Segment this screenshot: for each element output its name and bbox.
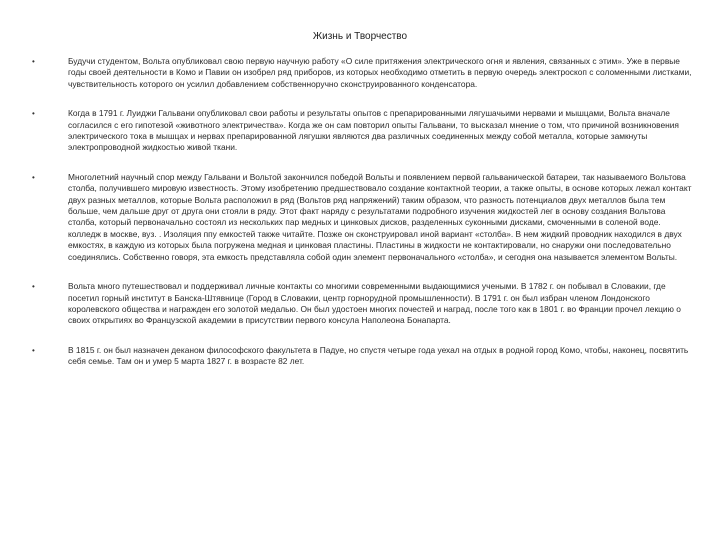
bullet-icon: • xyxy=(32,172,35,182)
list-item xyxy=(32,345,692,368)
list-item xyxy=(32,281,692,327)
slide-title: Жизнь и Творчество xyxy=(312,31,408,42)
list-item xyxy=(32,56,692,90)
list-item xyxy=(32,108,692,154)
paragraph-text: Будучи студентом, Вольта опубликовал свою первую научную работу «О силе притяжения электрического огня и явления, связанных с этим». Уже в первые годы своей деятельности в Комо и Павии он изобрел ряд приборов, из которых необходимо отметить в первую очередь электроскоп с соломенными листками, чувствительность которого он усилил добавлением собственноручно сконструированного конденсатора. xyxy=(68,56,692,89)
bullet-icon: • xyxy=(32,57,35,66)
bullet-list xyxy=(32,56,692,368)
bullet-icon: • xyxy=(32,282,35,292)
bullet-icon: • xyxy=(32,109,35,119)
paragraph-text: Когда в 1791 г. Луиджи Гальвани опубликовал свои работы и результаты опытов с препарированными лягушачьими нервами и мышцами, Вольта вначале согласился с его гипотезой «животного электричества». Когда же он сам повторил опыты Гальвани, то высказал мнение о том, что причиной возникновения электрического тока в мышцах и нервах препарированной лягушки являются два различных соединенных между собой металла, которые замкнуты электропроводной жидкостью живой ткани. xyxy=(68,108,679,153)
paragraph-text: Многолетний научный спор между Гальвани и Вольтой закончился победой Вольты и появлением первой гальванической батареи, так называемого Вольтова столба, получившего мировую известность. Этому изобретению предшествовало создание контактной теории, а также опыты, в основе которых лежал контакт двух разных металлов, которые Вольта расположил в ряд (Вольтов ряд напряжений) таким образом, что разность потенциалов двух металлов была тем больше, чем дальше друг от друга они стояли в ряду. Этот факт наряду с результатами подробного изучения жидкостей лег в основу создания Вольтова столба, который первоначально состоял из нескольких пар медных и цинковых дисков, разделенных суконными дисками, смоченными в соленой воде. колледж в москве, вуз. . Изоляция ппу емкостей также читайте. Позже он сконструировал иной вариант «столба». В нем жидкий проводник находился в двух емкостях, в каждую из которых была погружена медная и цинковая пластины. Пластины в жидкости не контактировали, но снаружи они последовательно соединялись. Собственно говоря, эта емкость представляла собой один элемент первоначального «столба», и сегодня она называется элементом Вольты. xyxy=(68,171,692,262)
paragraph-text: В 1815 г. он был назначен деканом философского факультета в Падуе, но спустя четыре года уехал на отдых в родной город Комо, чтобы, наконец, посвятить себя семье. Там он и умер 5 марта 1827 г. в возрасте 82 лет. xyxy=(68,344,689,367)
bullet-icon: • xyxy=(32,345,35,355)
paragraph-text: Вольта много путешествовал и поддерживал личные контакты со многими современными выдающимися учеными. В 1782 г. он побывал в Словакии, где посетил горный институт в Банска-Штявнице (Город в Словакии, центр горнорудной промышленности). В 1791 г. он был избран членом Лондонского королевского общества и награжден его золотой медалью. Он был удостоен многих почестей и наград, после того как в 1801 г. во Франции прочел лекцию о своих открытиях во Французской академии в присутствии первого консула Наполеона Бонапарта. xyxy=(68,281,681,326)
list-item xyxy=(32,172,692,263)
